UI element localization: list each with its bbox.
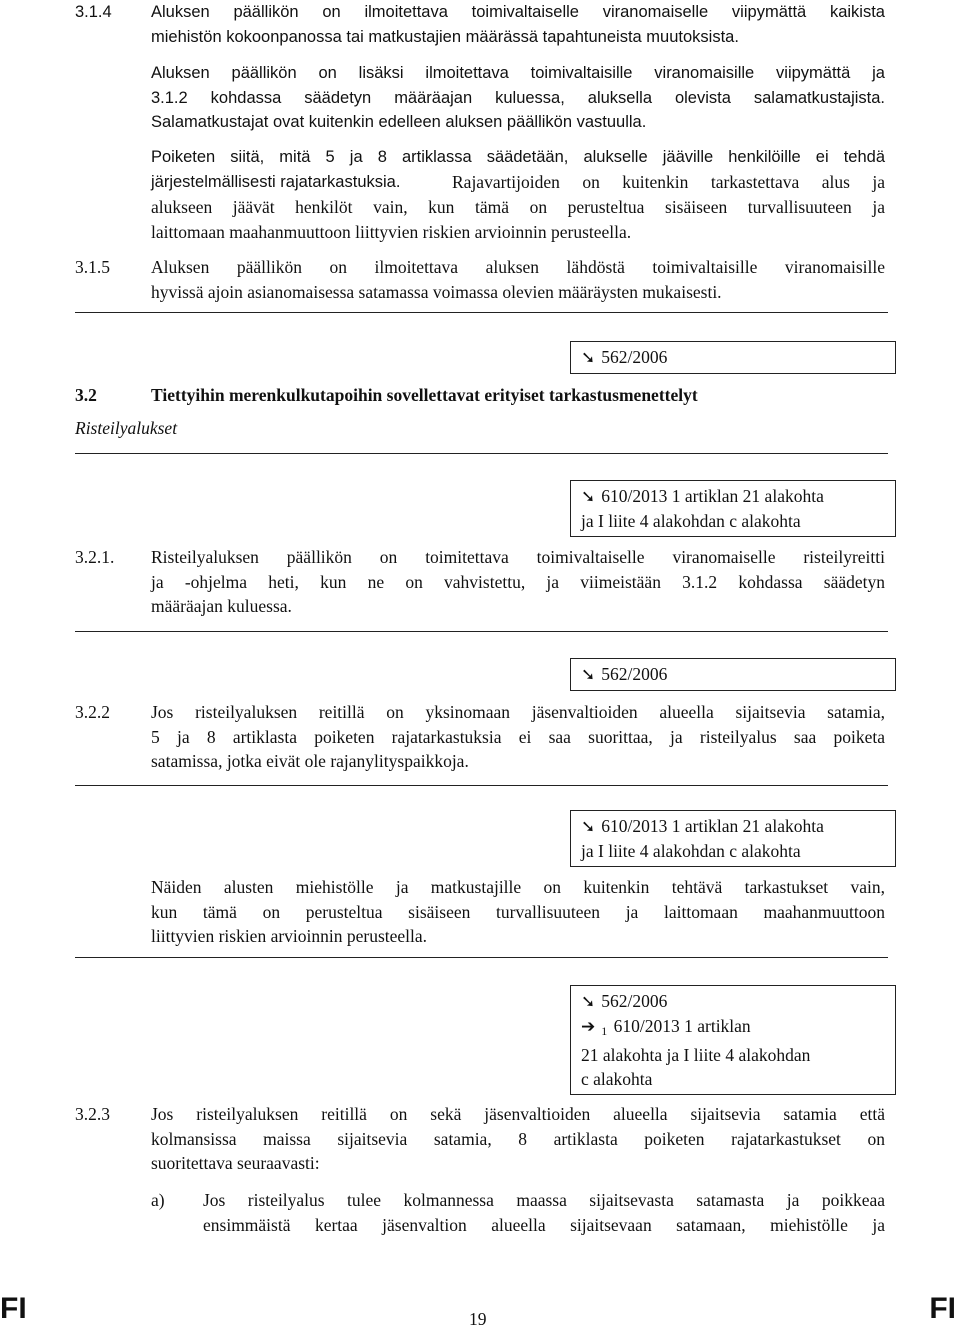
- arrow-right-icon: ➔: [581, 1017, 596, 1037]
- section-subtitle: Risteilyalukset: [75, 418, 178, 438]
- section-3-1-4-para-3b: Rajavartijoiden on kuitenkin tarkastettava alus ja alukseen jäävät henkilöt vain, kun tämä on perusteltua sisäiseen turvallisuuteen ja laittomaan maahanmuuttoon liittyvien riskien arvioinnin perusteella.: [151, 172, 885, 242]
- list-item-label: a): [151, 1190, 165, 1210]
- section-3-1-5-text: Aluksen päällikön on ilmoitettava aluksen lähdöstä toimivaltaisille viranomaisille hyvissä ajoin asianomaisessa satamassa voimassa olevien määräysten mukaisesti.: [151, 257, 885, 302]
- section-number-3-2-3: 3.2.3: [75, 1104, 110, 1124]
- section-3-2-2-continuation: Näiden alusten miehistölle ja matkustajille on kuitenkin tehtävä tarkastukset vain, kun tämä on perusteltua sisäiseen turvallisuuteen ja laittomaan maahanmuuttoon liittyvien riskien arvioinnin perusteella.: [151, 877, 885, 946]
- section-3-1-4-para-2: Aluksen päällikön on lisäksi ilmoitettava toimivaltaisille viranomaisille viipymättä ja 3.1.2 kohdassa säädetyn määräajan kuluessa, aluksella olevista salamatkustajista. Salamatkustajat ovat kuitenkin edelleen aluksen päällikön vastuulla.: [151, 64, 885, 131]
- section-3-2-1-text: Risteilyaluksen päällikön on toimitettava toimivaltaiselle viranomaiselle risteilyreitti ja -ohjelma heti, kun ne on vahvistettu, ja viimeistään 3.1.2 kohdassa säädetyn määräajan kuluessa.: [151, 547, 885, 616]
- section-3-2-title: Tiettyihin merenkulkutapoihin sovellettavat erityiset tarkastusmenettelyt: [151, 385, 698, 405]
- arrow-down-icon: ➘: [581, 817, 596, 837]
- section-number-3-2: 3.2: [75, 385, 97, 405]
- section-3-1-4-para-3: Poiketen siitä, mitä 5 ja 8 artiklassa säädetään, alukselle jääville henkilöille ei tehdä järjestelmällisesti rajatarkastuksia.: [151, 148, 885, 191]
- reference-box: ➘ 562/2006 ➔ $_1$ 610/2013 1 artiklan 21 alakohta ja I liite 4 alakohdan c alakohta: [570, 985, 896, 1095]
- arrow-down-icon: ➘: [581, 992, 596, 1012]
- footer-language-left: FI: [0, 1292, 27, 1325]
- divider: [75, 312, 888, 313]
- divider: [75, 957, 888, 958]
- reference-box: ➘ 562/2006: [570, 341, 896, 374]
- section-3-2-3-text: Jos risteilyaluksen reitillä on sekä jäsenvaltioiden alueella sijaitsevia satamia että kolmansissa maissa sijaitsevia satamia, 8 artiklasta poiketen rajatarkastukset on suoritettava seuraavasti:: [151, 1104, 885, 1173]
- section-3-2-2-text: Jos risteilyaluksen reitillä on yksinomaan jäsenvaltioiden alueella sijaitsevia satamia, 5 ja 8 artiklasta poiketen rajatarkastuksia ei saa suorittaa, ja risteilyalus saa poiketa satamissa, jotka eivät ole rajanylityspaikkoja.: [151, 702, 885, 771]
- section-number-3-1-4: 3.1.4: [75, 3, 112, 21]
- divider: [75, 631, 888, 632]
- footer-language-right: FI: [929, 1292, 956, 1325]
- list-item: Jos risteilyalus tulee kolmannessa maassa sijaitsevasta satamasta ja poikkeaa ensimmäistä kertaa jäsenvaltion alueella sijaitsevaan satamaan, miehistölle ja: [203, 1190, 885, 1235]
- section-number-3-2-2: 3.2.2: [75, 702, 110, 722]
- divider: [75, 453, 888, 454]
- arrow-down-icon: ➘: [581, 487, 596, 507]
- reference-box: ➘ 562/2006: [570, 658, 896, 691]
- arrow-down-icon: ➘: [581, 348, 596, 368]
- section-number-3-1-5: 3.1.5: [75, 257, 110, 277]
- divider: [75, 785, 888, 786]
- page-number: 19: [469, 1309, 487, 1329]
- reference-box: ➘ 610/2013 1 artiklan 21 alakohta ja I liite 4 alakohdan c alakohta: [570, 480, 896, 537]
- section-number-3-2-1: 3.2.1.: [75, 547, 115, 567]
- arrow-down-icon: ➘: [581, 665, 596, 685]
- reference-box: ➘ 610/2013 1 artiklan 21 alakohta ja I liite 4 alakohdan c alakohta: [570, 810, 896, 867]
- section-3-1-4-para-1: Aluksen päällikön on ilmoitettava toimivaltaiselle viranomaiselle viipymättä kaikista miehistön kokoonpanossa tai matkustajien määrässä tapahtuneista muutoksista.: [151, 3, 885, 46]
